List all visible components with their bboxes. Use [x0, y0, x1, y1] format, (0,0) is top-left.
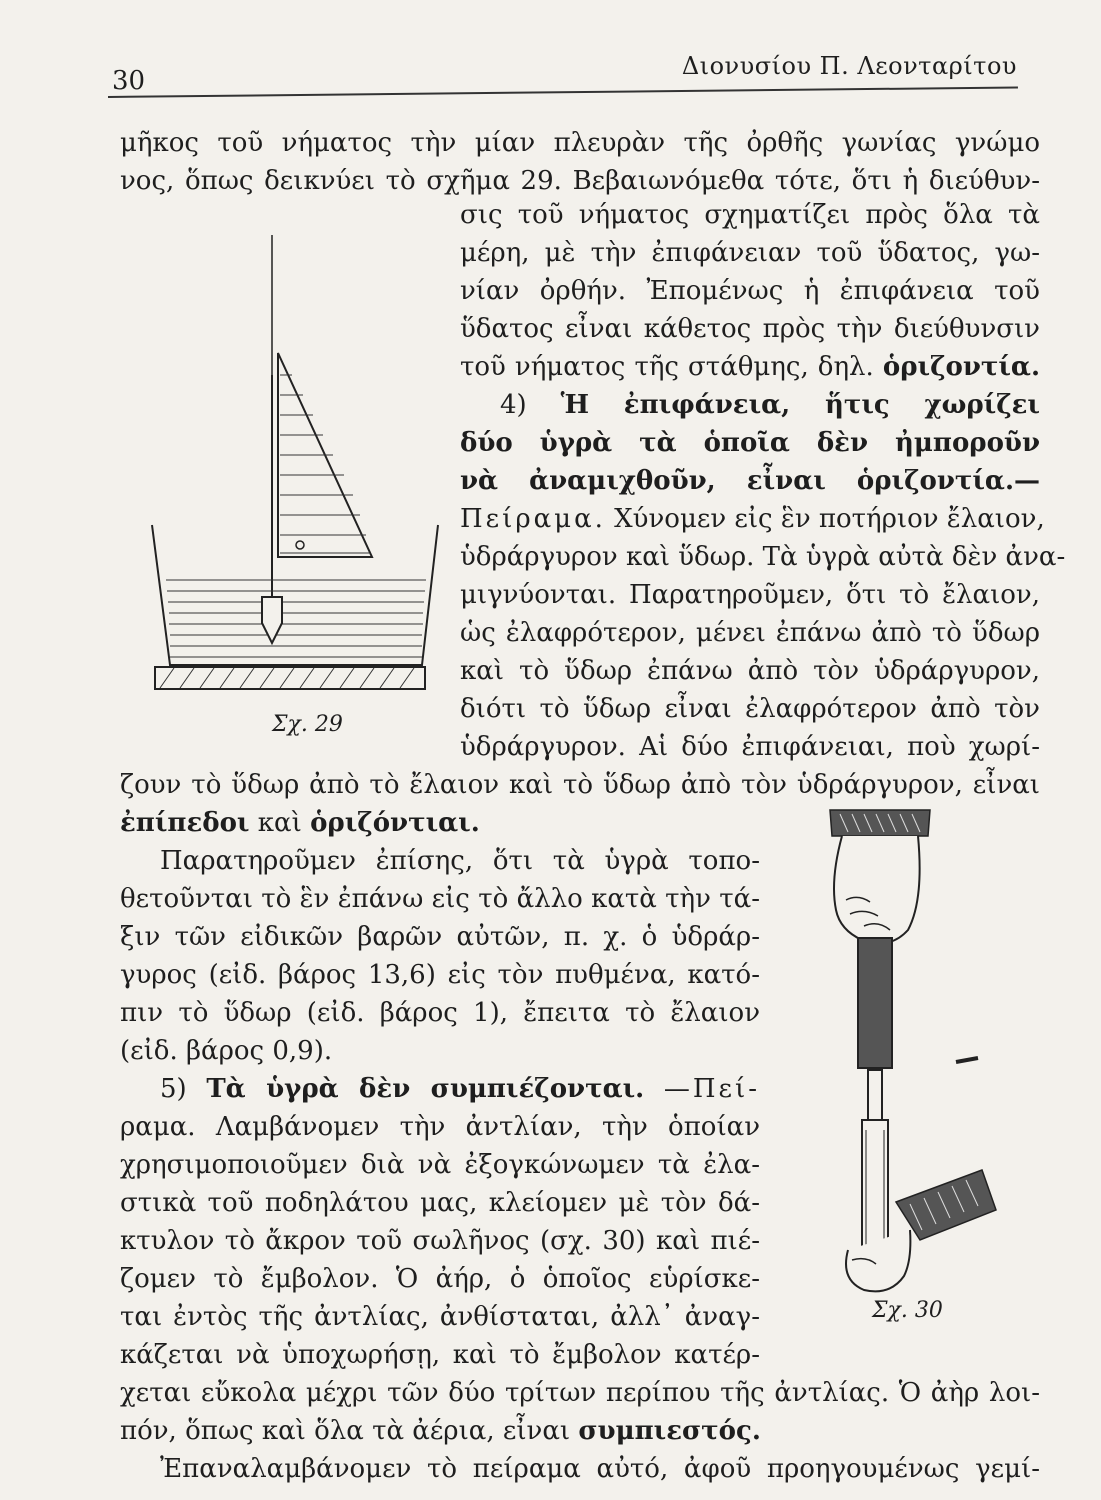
text-line-30: κτυλον τὸ ἄκρον τοῦ σωλῆνος (σχ. 30) καὶ πιέ- — [120, 1226, 760, 1256]
text-line-2: νος, ὅπως δεικνύει τὸ σχῆμα 29. Βεβαιωνόμεθα τότε, ὅτι ἡ διεύθυν- — [120, 166, 1040, 196]
header-rule — [108, 86, 1018, 98]
text-line-3: σις τοῦ νήματος σχηματίζει πρὸς ὅλα τὰ — [460, 200, 1040, 230]
text-line-26 — [160, 1074, 760, 1104]
text-line-11 — [460, 504, 1045, 534]
text-line-12: ὑδράργυρον καὶ ὕδωρ. Τὰ ὑγρὰ αὐτὰ δὲν ἀνα- — [460, 542, 1066, 572]
text-segment: πόν, ὅπως καὶ ὅλα τὰ ἀέρια, εἶναι — [120, 1416, 571, 1446]
emphasis-compressible: συμπιεστός. — [578, 1416, 761, 1446]
experiment-label: Πείραμα. — [460, 504, 606, 534]
text-line-22: ξιν τῶν εἰδικῶν βαρῶν αὐτῶν, π. χ. ὁ ὑδράρ- — [120, 922, 760, 952]
text-line-33: κάζεται νὰ ὑποχωρήσῃ, καὶ τὸ ἔμβολον κατέρ- — [120, 1340, 760, 1370]
emphasis-horizontal: ὁριζοντία. — [882, 352, 1040, 382]
item-number-4: 4) — [500, 390, 527, 420]
text-line-34: χεται εὔκολα μέχρι τῶν δύο τρίτων περίπου τῆς ἀντλίας. Ὁ ἀὴρ λοι- — [120, 1378, 1040, 1408]
principle-5: Τὰ ὑγρὰ δὲν συμπιέζονται. — [206, 1074, 645, 1104]
figure-30 — [800, 790, 1010, 1310]
principle-4-start: Ἡ ἐπιφάνεια, ἥτις χωρίζει — [560, 390, 1040, 420]
text-line-1: μῆκος τοῦ νήματος τὴν μίαν πλευρὰν τῆς ὀρθῆς γωνίας γνώμο — [120, 128, 1040, 158]
item-number-5: 5) — [160, 1074, 187, 1104]
text-line-36: Ἐπαναλαμβάνομεν τὸ πείραμα αὐτό, ἀφοῦ προηγουμένως γεμί- — [160, 1454, 1040, 1484]
figure-29-caption: Σχ. 29 — [272, 712, 343, 737]
text-segment: τοῦ νήματος τῆς στάθμης, δηλ. — [460, 352, 874, 382]
emphasis-horizontal-plural: ὁριζόντιαι. — [310, 808, 480, 838]
text-line-15: καὶ τὸ ὕδωρ ἐπάνω ἀπὸ τὸν ὑδράργυρον, — [460, 656, 1040, 686]
text-line-24: πιν τὸ ὕδωρ (εἰδ. βάρος 1), ἔπειτα τὸ ἔλαιον — [120, 998, 760, 1028]
text-line-32: ται ἐντὸς τῆς ἀντλίας, ἀνθίσταται, ἀλλ᾽ ἀναγ- — [120, 1302, 760, 1332]
text-line-19 — [120, 808, 480, 838]
text-line-31: ζομεν τὸ ἔμβολον. Ὁ ἀήρ, ὁ ὁποῖος εὑρίσκε- — [120, 1264, 760, 1294]
text-line-17: ὑδράργυρον. Αἱ δύο ἐπιφάνειαι, ποὺ χωρί- — [460, 732, 1040, 762]
text-line-14: ὡς ἐλαφρότερον, μένει ἐπάνω ἀπὸ τὸ ὕδωρ — [460, 618, 1040, 648]
page-number: 30 — [112, 66, 146, 96]
text-line-6: ὕδατος εἶναι κάθετος πρὸς τὴν διεύθυνσιν — [460, 314, 1040, 344]
text-line-23: γυρος (εἰδ. βάρος 13,6) εἰς τὸν πυθμένα, κατό- — [120, 960, 760, 990]
text-segment: καὶ — [257, 808, 302, 838]
text-line-16: διότι τὸ ὕδωρ εἶναι ἐλαφρότερον ἀπὸ τὸν — [460, 694, 1040, 724]
emphasis-planar: ἐπίπεδοι — [120, 808, 250, 838]
text-line-10: νὰ ἀναμιχθοῦν, εἶναι ὁριζοντία.— — [460, 466, 1040, 496]
text-line-35 — [120, 1416, 761, 1446]
text-line-4: μέρη, μὲ τὴν ἐπιφάνειαν τοῦ ὕδατος, γω- — [460, 238, 1040, 268]
text-line-29: στικὰ τοῦ ποδηλάτου μας, κλείομεν μὲ τὸν δά- — [120, 1188, 760, 1218]
figure-30-caption: Σχ. 30 — [872, 1298, 943, 1323]
text-line-25: (εἰδ. βάρος 0,9). — [120, 1036, 333, 1066]
figure-29 — [140, 225, 440, 725]
text-line-28: χρησιμοποιοῦμεν διὰ νὰ ἐξογκώνωμεν τὰ ἐλα- — [120, 1150, 760, 1180]
text-line-21: θετοῦνται τὸ ἓν ἐπάνω εἰς τὸ ἄλλο κατὰ τὴν τά- — [120, 884, 760, 914]
text-line-9: δύο ὑγρὰ τὰ ὁποῖα δὲν ἠμποροῦν — [460, 428, 1040, 458]
text-segment: Χύνομεν εἰς ἓν ποτήριον ἔλαιον, — [614, 504, 1045, 534]
text-line-18: ζουν τὸ ὕδωρ ἀπὸ τὸ ἔλαιον καὶ τὸ ὕδωρ ἀπὸ τὸν ὑδράργυρον, εἶναι — [120, 770, 1040, 800]
experiment-label-start: —Πεί- — [663, 1074, 760, 1104]
text-line-7 — [460, 352, 1040, 382]
text-line-13: μιγνύονται. Παρατηροῦμεν, ὅτι τὸ ἔλαιον, — [460, 580, 1040, 610]
text-line-27: ραμα. Λαμβάνομεν τὴν ἀντλίαν, τὴν ὁποίαν — [120, 1112, 760, 1142]
running-header-author: Διονυσίου Π. Λεονταρίτου — [681, 52, 1017, 80]
text-line-8 — [500, 390, 1040, 420]
text-line-20: Παρατηροῦμεν ἐπίσης, ὅτι τὰ ὑγρὰ τοπο- — [160, 846, 760, 876]
text-line-5: νίαν ὀρθήν. Ἐπομένως ἡ ἐπιφάνεια τοῦ — [460, 276, 1040, 306]
